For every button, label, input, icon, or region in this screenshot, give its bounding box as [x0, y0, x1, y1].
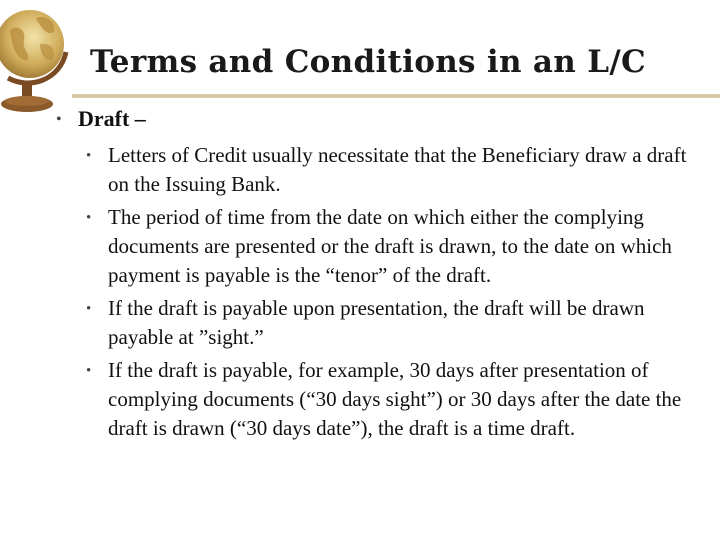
title-divider: [72, 94, 720, 98]
sub-bullet-text: If the draft is payable upon presentation, the draft will be drawn payable at ”sight.”: [108, 296, 645, 349]
bullet-dot-icon: •: [86, 210, 92, 226]
bullet-dot-icon: •: [86, 148, 92, 164]
sub-bullet-text: Letters of Credit usually necessitate that the Beneficiary draw a draft on the Issuing Bank.: [108, 143, 687, 196]
sub-bullet-text: The period of time from the date on which either the complying documents are presented or the draft is drawn, to the date on which payment is payable is the “tenor” of the draft.: [108, 205, 672, 287]
slide-content: [56, 104, 696, 447]
bullet-label: Draft –: [78, 106, 146, 131]
sub-bullet-text: If the draft is payable, for example, 30 days after presentation of complying documents (“30 days sight”) or 30 days after the date the draft is drawn (“30 days date”), the draft is a time draft.: [108, 358, 682, 440]
sub-bullet-list: [56, 141, 696, 443]
slide-title: Terms and Conditions in an L/C: [90, 44, 646, 80]
globe-icon: [0, 0, 72, 120]
sub-bullet: [86, 356, 696, 443]
bullet-draft: [56, 104, 696, 133]
bullet-dot-icon: •: [86, 363, 92, 379]
sub-bullet: [86, 203, 696, 290]
sub-bullet: [86, 294, 696, 352]
sub-bullet: [86, 141, 696, 199]
bullet-dot-icon: •: [56, 111, 62, 128]
bullet-dot-icon: •: [86, 301, 92, 317]
